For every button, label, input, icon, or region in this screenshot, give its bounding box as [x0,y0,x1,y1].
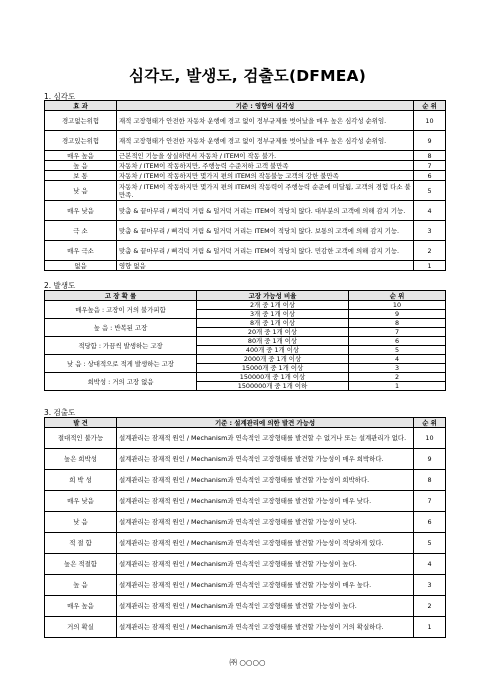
criteria-cell: 설계관리는 잠재적 원인 / Mechanism과 연속적인 고장형태를 발견할 가능성이 높다. [117,554,414,575]
level-cell: 높은 희박성 [45,449,117,470]
rank-cell: 6 [414,171,446,181]
rank-cell: 6 [349,337,446,346]
table-row [45,617,446,638]
effect-cell: 극 소 [45,221,117,241]
detection-table [44,417,446,638]
rank-cell: 2 [349,373,446,382]
level-cell: 매우 낮음 [45,491,117,512]
criteria-cell: 영향 없음 [117,261,414,271]
rank-cell: 8 [349,319,446,328]
company-footer: ㈜ ○○○○ [229,658,266,667]
effect-cell: 보 통 [45,171,117,181]
rank-cell: 4 [349,355,446,364]
rank-cell: 10 [349,301,446,310]
detection-header-rank: 순 위 [414,418,446,428]
table-row [45,221,446,241]
table-row [45,449,446,470]
effect-cell: 매우 극소 [45,241,117,261]
effect-cell: 없음 [45,261,117,271]
rank-cell: 3 [414,221,446,241]
rank-cell: 2 [414,241,446,261]
rate-cell: 20개 중 1개 이상 [197,328,349,337]
occurrence-header-row [45,291,446,301]
table-row [45,241,446,261]
rank-cell: 5 [349,346,446,355]
table-row [45,261,446,271]
criteria-cell: 자동차 / ITEM이 작동하지만, 주행능력 수준저하 고객 불만족 [117,161,414,171]
occurrence-table [44,290,446,391]
table-row [45,151,446,161]
level-cell: 적 절 함 [45,533,117,554]
table-row [45,512,446,533]
detection-header-level: 발 견 [45,418,117,428]
occurrence-header-probability: 고 장 확 률 [45,291,197,301]
table-row [45,161,446,171]
rank-cell: 6 [414,512,446,533]
probability-cell: 적당함 : 가끔씩 발생하는 고장 [45,337,197,355]
rank-cell: 8 [414,470,446,491]
criteria-cell: 설계관리는 잠재적 원인 / Mechanism과 연속적인 고장형태를 발견할 가능성이 희박하다. [117,470,414,491]
level-cell: 거의 확실 [45,617,117,638]
criteria-cell: 설계관리는 잠재적 원인 / Mechanism과 연속적인 고장형태를 발견할 가능성이 높다. [117,596,414,617]
rank-cell: 7 [414,161,446,171]
criteria-cell: 설계관리는 잠재적 원인 / Mechanism과 연속적인 고장형태를 발견할 가능성이 적당하게 있다. [117,533,414,554]
rate-cell: 150000개 중 1개 이상 [197,373,349,382]
table-row [45,470,446,491]
rank-cell: 5 [414,533,446,554]
table-row [45,554,446,575]
level-cell: 희 박 성 [45,470,117,491]
rank-cell: 4 [414,554,446,575]
severity-header-effect: 효 과 [45,101,117,111]
probability-cell: 낮 음 : 상대적으로 적게 발생하는 고장 [45,355,197,373]
table-row [45,575,446,596]
table-row [45,596,446,617]
criteria-cell: 맞춤 & 끝마무리 / 삐걱덕 거림 & 덜거덕 거리는 ITEM이 적당치 않다. 대부분의 고객에 의해 감지 기능. [117,201,414,221]
level-cell: 높 음 [45,575,117,596]
rank-cell: 10 [414,111,446,131]
criteria-cell: 설계관리는 잠재적 원인 / Mechanism과 연속적인 고장형태를 발견할 가능성이 매우 희박하다. [117,449,414,470]
effect-cell: 높 음 [45,161,117,171]
detection-section-label: 3. 검출도 [44,408,76,417]
page-title: 심각도, 발생도, 검출도(DFMEA) [129,67,366,85]
table-row [45,355,446,364]
effect-cell: 경고있는위험 [45,131,117,151]
table-row [45,181,446,201]
severity-table [44,100,446,271]
effect-cell: 매우 높음 [45,151,117,161]
rank-cell: 5 [414,181,446,201]
rank-cell: 7 [414,491,446,512]
criteria-cell: 맞춤 & 끝마무리 / 삐걱덕 거림 & 덜거덕 거리는 ITEM이 적당치 않다. 민감한 고객에 의해 감지 기능. [117,241,414,261]
rate-cell: 15000개 중 1개 이상 [197,364,349,373]
rank-cell: 9 [349,310,446,319]
rank-cell: 1 [349,382,446,391]
table-row [45,337,446,346]
rank-cell: 10 [414,428,446,449]
severity-header-row [45,101,446,111]
effect-cell: 경고없는위험 [45,111,117,131]
criteria-cell: 재적 고장형태가 안전한 자동차 운행에 경고 없이 정부규제를 벗어났을 매우 높은 심각성 순위임. [117,111,414,131]
rank-cell: 3 [414,575,446,596]
effect-cell: 매우 낮음 [45,201,117,221]
table-row [45,171,446,181]
probability-cell: 희박성 : 거의 고장 없음 [45,373,197,391]
rank-cell: 8 [414,151,446,161]
rank-cell: 9 [414,131,446,151]
rank-cell: 4 [414,201,446,221]
table-row [45,301,446,310]
rank-cell: 1 [414,617,446,638]
level-cell: 매우 높음 [45,596,117,617]
level-cell: 절대적인 불가능 [45,428,117,449]
criteria-cell: 설계관리는 잠재적 원인 / Mechanism과 연속적인 고장형태를 발견할 가능성이 거의 확실하다. [117,617,414,638]
occurrence-section-label: 2. 발생도 [44,281,76,290]
criteria-cell: 설계관리는 잠재적 원인 / Mechanism과 연속적인 고장형태를 발견할 가능성이 매우 높다. [117,575,414,596]
rate-cell: 2000개 중 1개 이상 [197,355,349,364]
rate-cell: 3개 중 1개 이상 [197,310,349,319]
severity-header-criteria: 기준 : 영향의 심각성 [117,101,414,111]
table-row [45,428,446,449]
rank-cell: 7 [349,328,446,337]
effect-cell: 낮 음 [45,181,117,201]
criteria-cell: 설계관리는 잠재적 원인 / Mechanism과 연속적인 고장형태를 발견할 가능성이 매우 낮다. [117,491,414,512]
criteria-cell: 설계관리는 잠재적 원인 / Mechanism과 연속적인 고장형태를 발견할 가능성이 낮다. [117,512,414,533]
rank-cell: 3 [349,364,446,373]
table-row [45,201,446,221]
rate-cell: 8개 중 1개 이상 [197,319,349,328]
rate-cell: 2개 중 1개 이상 [197,301,349,310]
table-row [45,111,446,131]
probability-cell: 매우높음 : 고장이 거의 불가피함 [45,301,197,319]
detection-header-row [45,418,446,428]
criteria-cell: 자동차 / ITEM이 작동하지만 몇가지 편의 ITEM의 작동불능 고객의 강한 불만족 [117,171,414,181]
detection-header-criteria: 기준 : 설계관리에 의한 발견 가능성 [117,418,414,428]
occurrence-header-rank: 순 위 [349,291,446,301]
probability-cell: 높 음 : 반복된 고장 [45,319,197,337]
severity-header-rank: 순 위 [414,101,446,111]
rate-cell: 80개 중 1개 이상 [197,337,349,346]
criteria-cell: 설계관리는 잠재적 원인 / Mechanism과 연속적인 고장형태를 발견할 수 없거나 또는 설계관리가 없다. [117,428,414,449]
table-row [45,373,446,382]
criteria-cell: 재적 고장형태가 안전한 자동차 운행에 경고 없이 정부규제를 벗어났을 매우 높은 심각성 순위임. [117,131,414,151]
level-cell: 낮 음 [45,512,117,533]
table-row [45,131,446,151]
severity-section-label: 1. 심각도 [44,92,76,101]
rank-cell: 1 [414,261,446,271]
criteria-cell: 자동차 / ITEM이 작동하지만 몇가지 편의 ITEM의 작동력이 주행능력 순준에 미달됨, 고객의 경험 다소 불만족. [117,181,414,201]
rank-cell: 2 [414,596,446,617]
level-cell: 높은 적절함 [45,554,117,575]
table-row [45,533,446,554]
table-row [45,319,446,328]
table-row [45,491,446,512]
rate-cell: 400개 중 1개 이상 [197,346,349,355]
occurrence-header-rate: 고장 가능성 비율 [197,291,349,301]
rank-cell: 9 [414,449,446,470]
rate-cell: 1500000개 중 1개 이하 [197,382,349,391]
criteria-cell: 근본적인 기능을 상실하면서 자동차 / ITEM이 작동 불가. [117,151,414,161]
criteria-cell: 맞춤 & 끝마무리 / 삐걱덕 거림 & 덜거덕 거리는 ITEM이 적당치 않다. 보통의 고객에 의해 감지 기능. [117,221,414,241]
